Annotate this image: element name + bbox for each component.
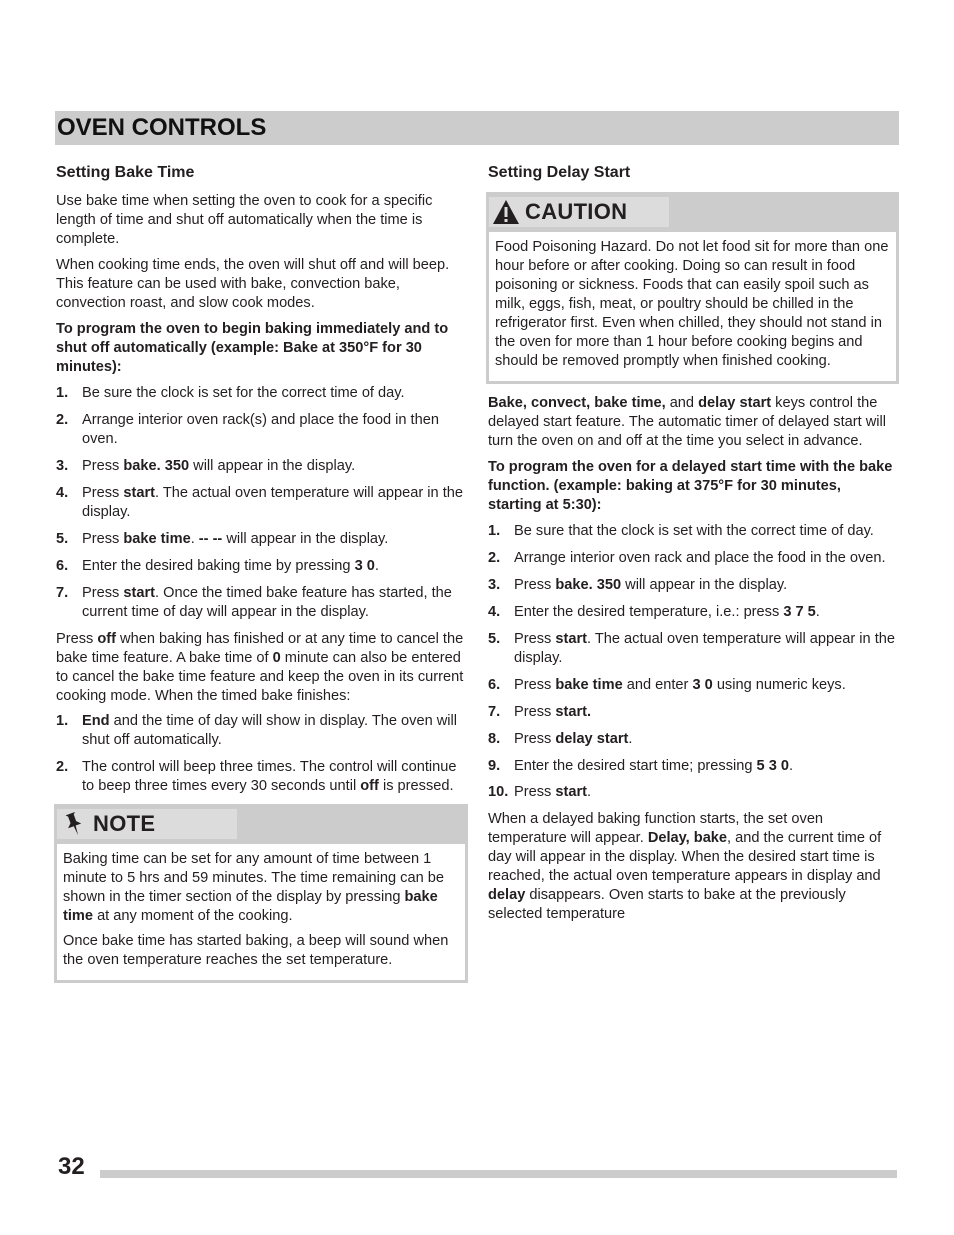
text-run: Press [514,703,556,720]
delay-start-heading: Setting Delay Start [488,164,631,181]
step-number: 9. [488,757,501,774]
section-title-bar [55,111,899,145]
text-run: The control will beep three times. The control will continue to beep three times every 30 seconds until [82,759,457,795]
bold-key-text: off [360,778,379,795]
list-item [56,530,464,549]
step-number: 3. [488,576,501,593]
step-number: 8. [488,730,501,747]
bake-time-steps [56,384,464,622]
delay-closing-paragraph [488,810,898,924]
text-run: Press [514,576,556,593]
step-text [514,676,898,695]
step-number: 2. [56,411,69,428]
list-item [56,457,464,476]
text-run: . [628,730,633,747]
timed-bake-finish-steps [56,712,464,796]
step-number: 10. [488,784,509,801]
step-text [82,584,464,622]
delay-program-title: To program the oven for a delayed start time with the bake function. (example: baking at 375°F for 30 minutes, starting at 5:30): [488,458,893,513]
text-run: Press [514,630,556,647]
text-run: Press [56,630,98,647]
step-text [82,411,464,449]
text-run: will appear in the display. [621,576,788,593]
footer-bar [100,1170,897,1178]
step-text [82,758,464,796]
list-item [488,522,898,541]
text-run: at any moment of the cooking. [93,908,293,925]
step-text [514,603,898,622]
list-item [488,576,898,595]
bold-key-text: 3 0 [354,557,375,574]
list-item [488,630,898,668]
text-run: and the time of day will show in display. The oven will shut off automatically. [82,713,458,749]
list-item [488,757,898,776]
bold-key-text: 3 0 [692,676,713,693]
step-number: 5. [488,630,501,647]
step-number: 4. [56,484,69,501]
list-item [56,484,464,522]
text-run: . [587,784,592,801]
list-item [488,730,898,749]
bold-key-text: off [97,630,116,647]
text-run: . [190,530,199,547]
text-run: Enter the desired baking time by pressing [82,557,355,574]
text-run: and [665,394,699,411]
text-run: keys control the delayed start feature. The automatic timer of delayed start will turn the oven on and off at the time you select in advance. [488,394,887,449]
bold-key-text: bake time [63,889,438,925]
note-text-1 [63,850,459,926]
text-run: Press [82,457,124,474]
page-number: 32 [58,1153,85,1180]
bake-time-program-title: To program the oven to begin baking immediately and to shut off automatically (example: Bake at 350°F for 30 minutes): [56,321,449,375]
bold-key-text: 5 3 0 [756,757,789,774]
step-text [82,712,464,750]
text-run: . Once the timed bake feature has started, the current time of day will appear in the display. [82,584,452,620]
list-item [56,411,464,449]
step-number: 1. [56,713,69,730]
text-run: using numeric keys. [712,676,846,693]
bold-key-text: Delay, bake [647,830,728,847]
step-text [82,384,464,403]
step-number: 1. [488,522,501,539]
list-item [488,549,898,568]
list-item [56,712,464,750]
caution-box [486,192,899,384]
step-text [514,757,898,776]
list-item [488,783,898,802]
text-run: Press [514,784,556,801]
delay-keys-paragraph [488,394,898,451]
step-text [82,457,464,476]
text-run: when baking has finished or at any time to cancel the bake time feature. A bake time of [56,630,464,666]
bold-key-text: End [82,713,110,730]
text-run: When a delayed baking function starts, the set oven temperature will appear. [488,811,824,847]
caution-label: CAUTION [525,198,628,224]
off-paragraph [56,630,464,706]
bold-key-text: 0 [272,649,281,666]
text-run: Press [514,676,556,693]
text-run: Press [514,730,556,747]
text-run: . [815,603,820,620]
step-text [514,549,898,568]
bake-time-intro-2: When cooking time ends, the oven will shut off and will beep. This feature can be used with bake, convection bake, convection roast, and slow cook modes. [56,257,450,312]
bold-key-text: start [555,784,587,801]
step-number: 5. [56,530,69,547]
text-run: Be sure that the clock is set with the correct time of day. [514,522,874,539]
text-run: . [789,757,794,774]
step-number: 4. [488,603,501,620]
bold-key-text: Bake, convect, bake time, [488,394,666,411]
step-number: 1. [56,384,69,401]
step-text [514,522,898,541]
left-column [56,163,464,993]
bake-time-heading: Setting Bake Time [56,164,195,181]
text-run: will appear in the display. [222,530,389,547]
bold-key-text: start [123,484,155,501]
note-body [57,844,465,980]
step-number: 6. [56,557,69,574]
right-column [488,163,898,931]
step-number: 3. [56,457,69,474]
text-run: . The actual oven temperature will appear in the display. [82,484,464,520]
note-header [57,809,237,839]
caution-text: Food Poisoning Hazard. Do not let food sit for more than one hour before or after cooking. Doing so can result in food poisoning or sickness. Foods that can easily spoil such as milk, eggs, fish, meat, or poultry should be chilled in the refrigerator first. Even when chilled, they should not stand in the oven for more than 1 hour before cooking begins and should be removed promptly when finished cooking. [495,239,889,369]
bold-key-text: delay [488,887,526,904]
step-text [82,484,464,522]
text-run: Be sure the clock is set for the correct time of day. [82,384,405,401]
text-run: Enter the desired temperature, i.e.: press [514,603,784,620]
text-run: is pressed. [378,778,454,795]
text-run: Press [82,584,124,601]
list-item [488,603,898,622]
text-run: . The actual oven temperature will appear in the display. [514,630,896,666]
list-item [56,557,464,576]
text-run: Press [82,484,124,501]
list-item [56,584,464,622]
list-item [488,703,898,722]
step-text [82,530,464,549]
bold-key-text: -- -- [198,530,223,547]
delay-start-steps [488,522,898,803]
bold-key-text: bake. 350 [123,457,190,474]
bake-time-intro-1: Use bake time when setting the oven to cook for a specific length of time and shut off automatically when the time is complete. [56,193,433,248]
text-run: , and the current time of day will appear in the display. When the desired start time is reached, the actual oven temperature appears in display and [488,830,882,885]
step-text [514,576,898,595]
pushpin-icon [60,810,88,838]
step-text [514,703,898,722]
bold-key-text: start. [555,703,592,720]
text-run: . [374,557,379,574]
text-run: Enter the desired start time; pressing [514,757,757,774]
caution-header [489,197,669,227]
step-number: 7. [488,703,501,720]
step-text [514,783,898,802]
step-text [514,630,898,668]
list-item [56,758,464,796]
note-text-2: Once bake time has started baking, a beep will sound when the oven temperature reaches the set temperature. [63,933,449,969]
text-run: Arrange interior oven rack and place the food in the oven. [514,549,886,566]
bold-key-text: start [555,630,587,647]
list-item [56,384,464,403]
step-number: 2. [488,549,501,566]
page-title: OVEN CONTROLS [57,114,267,141]
bold-key-text: bake time [555,676,623,693]
bold-key-text: delay start [698,394,772,411]
bold-key-text: start [123,584,155,601]
note-box [54,804,468,983]
text-run: Press [82,530,124,547]
text-run: Arrange interior oven rack(s) and place the food in then oven. [82,411,439,447]
step-number: 7. [56,584,69,601]
text-run: minute can also be entered to cancel the bake time feature and keep the oven in its current cooking mode. When the timed bake finishes: [56,649,464,704]
step-number: 2. [56,759,69,776]
text-run: will appear in the display. [189,457,356,474]
bold-key-text: 3 7 5 [783,603,816,620]
list-item [488,676,898,695]
step-number: 6. [488,676,501,693]
text-run: and enter [622,676,693,693]
step-text [514,730,898,749]
warning-triangle-icon [492,198,520,226]
text-run: Baking time can be set for any amount of time between 1 minute to 5 hrs and 59 minutes. The time remaining can be shown in the timer section of the display by pressing [63,851,444,906]
note-label: NOTE [93,811,156,837]
bold-key-text: bake. 350 [555,576,622,593]
text-run: disappears. Oven starts to bake at the previously selected temperature [488,887,846,923]
caution-body [489,232,896,381]
bold-key-text: delay start [555,730,629,747]
step-text [82,557,464,576]
bold-key-text: bake time [123,530,191,547]
